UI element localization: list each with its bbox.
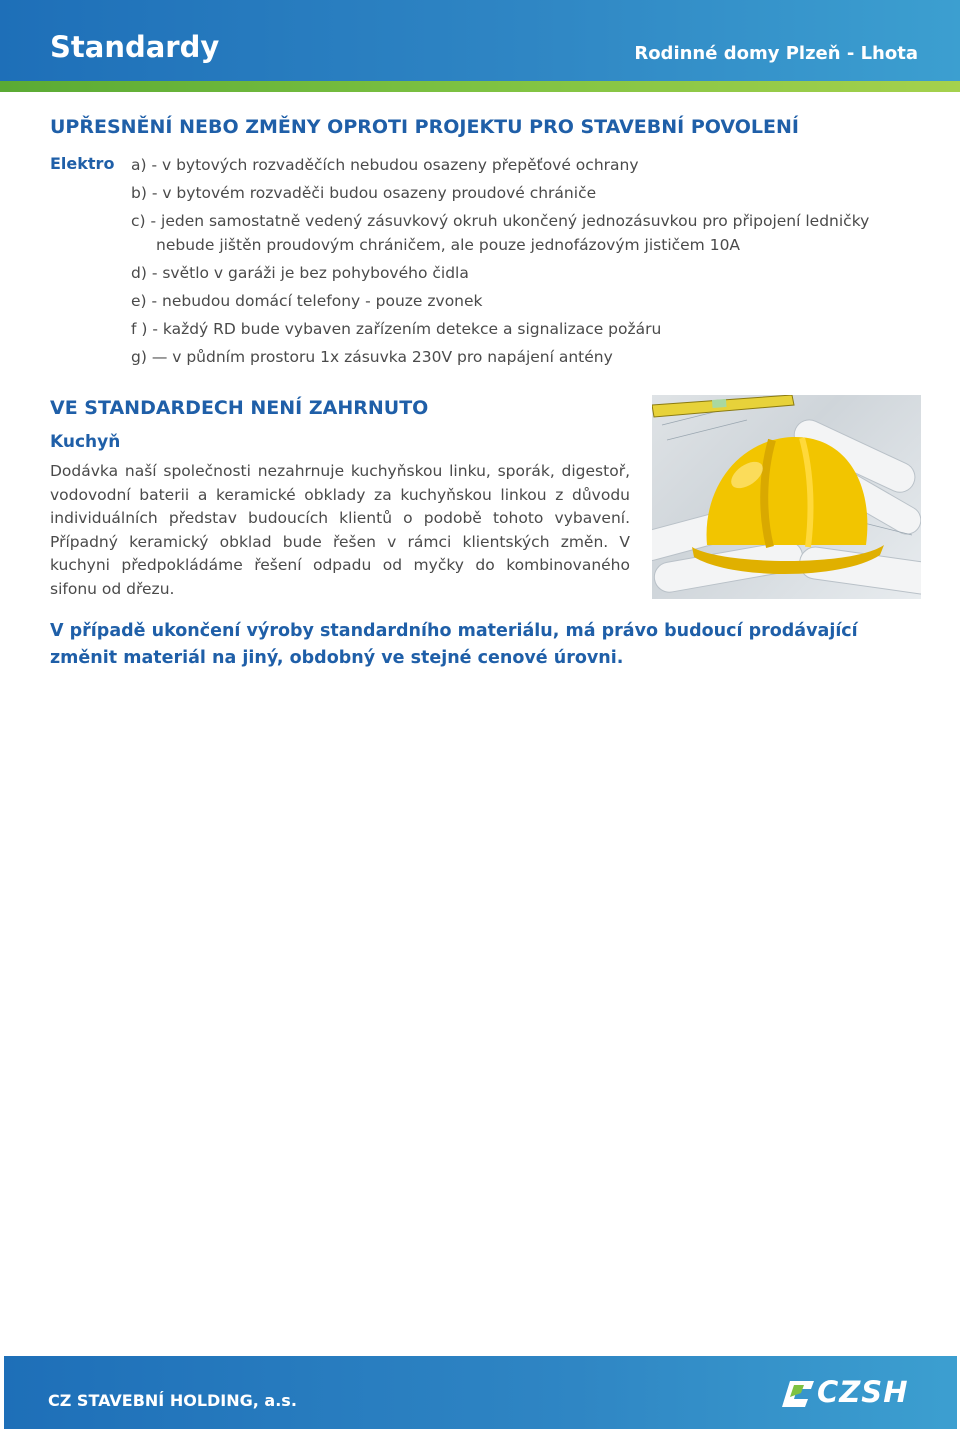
elektro-item-text: a) - v bytových rozvaděčích nebudou osazeny přepěťové ochrany xyxy=(131,156,639,174)
elektro-list-item xyxy=(131,317,921,341)
elektro-list xyxy=(131,153,921,373)
elektro-item-continuation: nebude jištěn proudovým chráničem, ale pouze jednofázovým jističem 10A xyxy=(156,236,741,254)
elektro-list-item xyxy=(131,209,921,257)
header-accent-stripe xyxy=(0,81,960,92)
material-change-note: V případě ukončení výroby standardního materiálu, má právo budoucí prodávající změnit materiál na jiný, obdobný ve stejné cenové úrovni. xyxy=(50,621,858,668)
elektro-list-item xyxy=(131,153,921,177)
kuchyn-paragraph: Dodávka naší společnosti nezahrnuje kuchyňskou linku, sporák, digestoř, vodovodní baterii a keramické obklady za kuchyňskou linkou z důvodu individuálních představ budoucích klientů o podobě tohoto vybavení. Případný keramický obklad bude řešen v rámci klientských změn. V kuchyni předpokládáme řešení odpadu od myčky do kombinovaného sifonu od dřezu. xyxy=(50,462,630,598)
elektro-item-text: b) - v bytovém rozvaděči budou osazeny proudové chrániče xyxy=(131,184,597,202)
section-heading-changes: UPŘESNĚNÍ NEBO ZMĚNY OPROTI PROJEKTU PRO STAVEBNÍ POVOLENÍ xyxy=(50,116,799,138)
helmet-photo xyxy=(652,395,921,599)
section-heading-not-included: VE STANDARDECH NENÍ ZAHRNUTO xyxy=(50,397,429,419)
project-subtitle: Rodinné domy Plzeň - Lhota xyxy=(634,43,918,64)
elektro-item-text: c) - jeden samostatně vedený zásuvkový okruh ukončený jednozásuvkou pro připojení ledničky xyxy=(131,212,870,230)
helmet-illustration xyxy=(652,395,921,599)
elektro-item-text: g) — v půdním prostoru 1x zásuvka 230V pro napájení antény xyxy=(131,348,613,366)
elektro-item-text: d) - světlo v garáži je bez pohybového čidla xyxy=(131,264,469,282)
elektro-item-text: f ) - každý RD bude vybaven zařízením detekce a signalizace požáru xyxy=(131,320,662,338)
page-title: Standardy xyxy=(50,30,220,64)
category-label-kuchyn: Kuchyň xyxy=(50,432,121,452)
elektro-list-item xyxy=(131,345,921,369)
elektro-list-item xyxy=(131,261,921,285)
category-label-elektro: Elektro xyxy=(50,154,115,173)
czsh-logo-text: CZSH xyxy=(817,1375,909,1409)
elektro-list-item xyxy=(131,181,921,205)
elektro-item-text: e) - nebudou domácí telefony - pouze zvonek xyxy=(131,292,483,310)
elektro-list-item xyxy=(131,289,921,313)
company-name: CZ STAVEBNÍ HOLDING, a.s. xyxy=(48,1391,297,1410)
